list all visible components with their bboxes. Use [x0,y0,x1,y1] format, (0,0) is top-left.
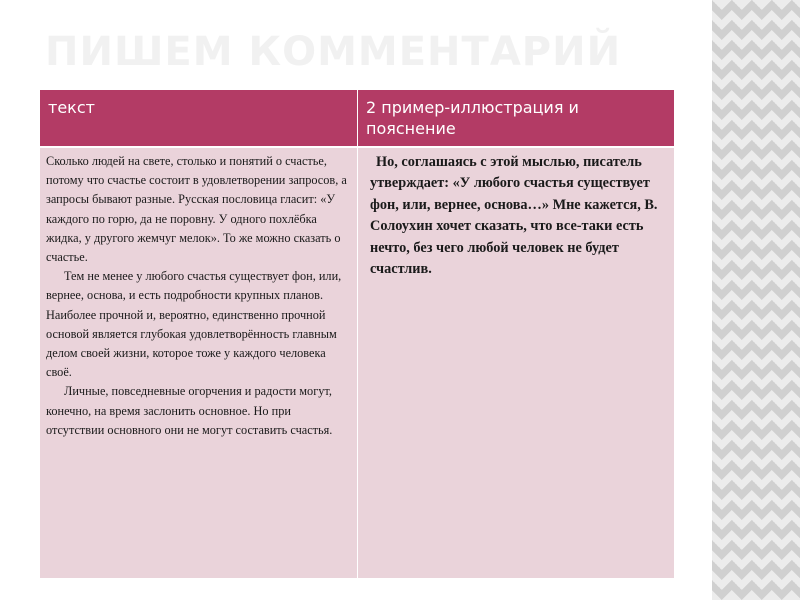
slide-title: ПИШЕМ КОММЕНТАРИЙ [45,29,622,75]
source-paragraph-1: Сколько людей на свете, столько и понятий о счастье, потому что счастье состоит в удовлетворении запросов, а запросы бывают разные. Русская пословица гласит: «У каждого по горю, да не поровну. У одного похлёбка жидка, у другого жемчуг мелок». То же можно сказать о счастье. [46,154,347,265]
source-paragraph-2: Тем не менее у любого счастья существует фон, или, вернее, основа, и есть подробности крупных планов. [46,269,342,303]
source-text-cell [40,146,358,578]
header-text-column: текст [40,90,358,146]
header-example-column: 2 пример-иллюстрация и пояснение [358,90,674,146]
example-explanation-cell [358,146,674,578]
comment-table [40,90,674,578]
decorative-zigzag-border [712,0,800,600]
source-paragraph-3: Наиболее прочной и, вероятно, единственно прочной основой является глубокая удовлетворённость главным делом своей жизни, которое тоже у каждого человека своё. [46,307,337,380]
example-explanation-text: Но, соглашаясь с этой мыслью, писатель утверждает: «У любого счастья существует фон, или, вернее, основа…» Мне кажется, В. Солоухин хочет сказать, что все-таки есть нечто, без чего любой человек не будет счастлив. [370,154,658,278]
source-paragraph-4: Личные, повседневные огорчения и радости могут, конечно, на время заслонить основное. Но при отсутствии основного они не могут составить счастья. [46,384,333,437]
